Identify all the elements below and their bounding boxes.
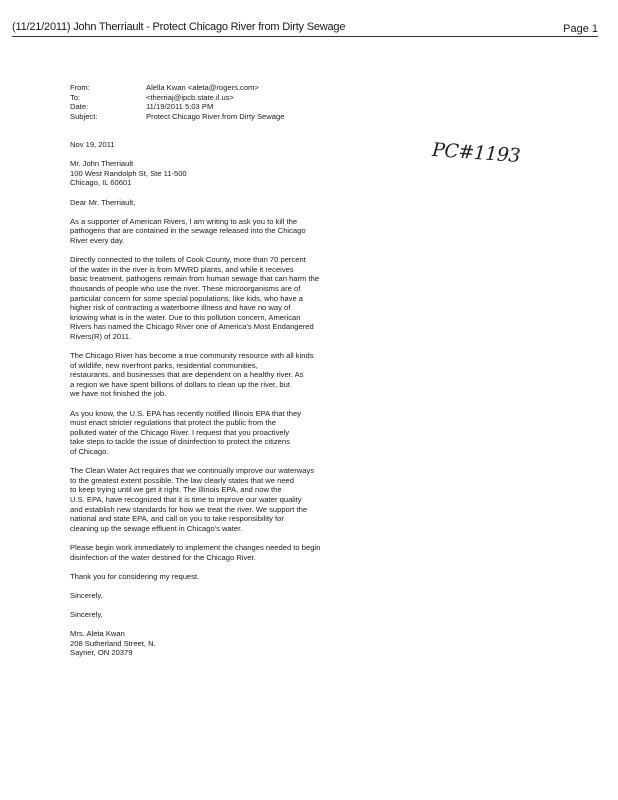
letter-paragraph: As you know, the U.S. EPA has recently notified Illinois EPA that they must enact stricter regulations that protect the public from the polluted water of the Chicago River. I request that you proactively take steps to tackle the issue of disinfection to protect the citizens of Chicago.: [70, 408, 302, 456]
handwritten-stamp: PC#1193: [431, 138, 521, 168]
letter-paragraph: The Clean Water Act requires that we continually improve our waterways to the greatest extent possible. The law clearly states that we need to keep trying until we get it right. The Illinois EPA, and now the U.S. EPA, have recognized that it is time to improve our water quality and establish new standards for how we treat the river. We support the national and state EPA, and call on you to take responsibility for cleaning up the sewage effluent in Chicago's water.: [70, 466, 315, 533]
letter-paragraph: Directly connected to the toilets of Cook County, more than 70 percent of the water in the river is from MWRD plants, and while it receives basic treatment, pathogens remain from human sewage that can harm the thousands of people who use the river. These microorganisms are of particular concern for some special populations, like kids, who have a higher risk of contracting a waterborne illness and have no way of knowing what is in the water. Due to this pollution concern, American Rivers has named the Chicago River one of America's Most Endangered Rivers(R) of 2011.: [70, 255, 320, 341]
recipient-address: Mr. John Therriault 100 West Randolph St, Ste 11-500 Chicago, IL 60601: [70, 159, 187, 188]
closing: Sincerely,: [70, 590, 103, 600]
letter-paragraph: The Chicago River has become a true community resource with all kinds of wildlife, new riverfront parks, residential communities, restaurants, and businesses that are dependent on a healthy river. As a region we have spent billions of dollars to clean up the river, but we have not finished the job.: [70, 351, 314, 399]
letter-body: [70, 140, 342, 668]
letter-paragraphs: [70, 217, 342, 582]
header-divider: [12, 36, 598, 37]
meta-subject: Subject: Protect Chicago River from Dirty Sewage: [70, 111, 285, 121]
page-number: Page 1: [563, 23, 598, 35]
signature-block: Mrs. Aleta Kwan 208 Sutherland Street, N. Sayner, ON 20379: [70, 629, 156, 658]
closing-repeat: Sincerely,: [70, 610, 103, 620]
meta-date: Date: 11/19/2011 5:03 PM: [70, 102, 214, 111]
meta-to: To: <therriaj@ipcb.state.il.us>: [70, 92, 234, 102]
meta-from: From: Alella Kwan <aleta@rogers.com>: [70, 83, 259, 92]
email-meta: [70, 83, 284, 121]
document-header-title: (11/21/2011) John Therriault - Protect Chicago River from Dirty Sewage: [12, 21, 346, 33]
letter-paragraph: Please begin work immediately to implement the changes needed to begin disinfection of the water destined for the Chicago River.: [70, 542, 321, 562]
letter-paragraph: As a supporter of American Rivers, I am writing to ask you to kill the pathogens that are contained in the sewage released into the Chicago River every day.: [70, 216, 306, 245]
letter-paragraph: Thank you for considering my request.: [70, 571, 200, 581]
letter-date: Nov 19, 2011: [70, 140, 115, 149]
salutation: Dear Mr. Therriault,: [70, 197, 136, 207]
